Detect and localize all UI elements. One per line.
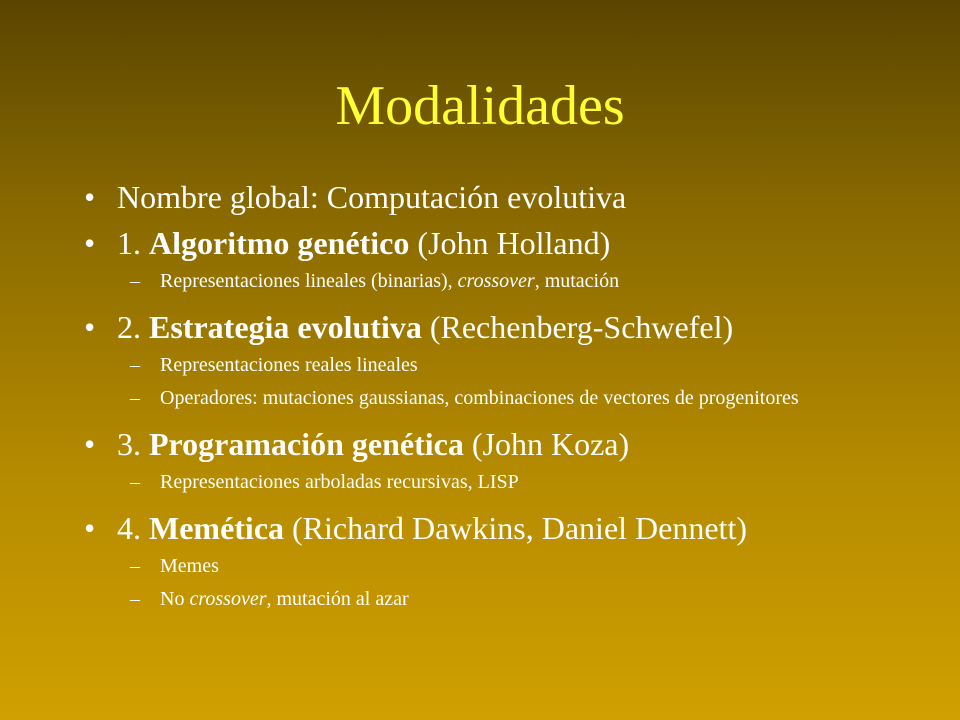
sub-text-post: , mutación [534, 270, 620, 292]
bullet-bold-term: Programación genética [149, 426, 464, 462]
sub-marker: – [130, 471, 140, 493]
bullet-suffix: (Rechenberg-Schwefel) [421, 309, 734, 345]
bullet-bold-term: Estrategia evolutiva [149, 309, 422, 345]
bullet-suffix: (John Holland) [409, 225, 611, 261]
sub-marker: – [130, 588, 140, 610]
sub-item [84, 554, 904, 578]
bullet-marker: • [84, 309, 96, 345]
bullet-item [84, 424, 904, 464]
bullet-prefix: 1. [117, 225, 149, 261]
sub-text-pre: No [160, 588, 190, 610]
bullet-marker: • [84, 179, 96, 215]
sub-text-post: , mutación al azar [266, 588, 409, 610]
bullet-suffix: (John Koza) [463, 426, 630, 462]
sub-marker: – [130, 354, 140, 376]
bullet-prefix: 2. [117, 309, 149, 345]
sub-text-italic: crossover [457, 270, 535, 292]
sub-item [84, 386, 904, 410]
sub-marker: – [130, 270, 140, 292]
bullet-bold-term: Algoritmo genético [149, 225, 410, 261]
sub-text: Representaciones arboladas recursivas, LISP [160, 471, 519, 493]
bullet-item [84, 307, 904, 347]
sub-marker: – [130, 555, 140, 577]
sub-text-italic: crossover [189, 588, 267, 610]
bullet-suffix: (Richard Dawkins, Daniel Dennett) [284, 510, 747, 546]
sub-text: Operadores: mutaciones gaussianas, combinaciones de vectores de progenitores [160, 387, 799, 409]
bullet-prefix: 4. [117, 510, 149, 546]
bullet-item [84, 223, 904, 263]
bullet-bold-term: Memética [149, 510, 285, 546]
bullet-text: Nombre global: Computación evolutiva [117, 179, 627, 215]
sub-item [84, 587, 904, 611]
bullet-item [84, 508, 904, 548]
bullet-marker: • [84, 426, 96, 462]
bullet-marker: • [84, 225, 96, 261]
sub-item [84, 269, 904, 293]
sub-marker: – [130, 387, 140, 409]
bullet-item [84, 177, 904, 217]
sub-item [84, 470, 904, 494]
sub-text: Memes [160, 555, 219, 577]
bullet-prefix: 3. [117, 426, 149, 462]
sub-item [84, 353, 904, 377]
sub-text-pre: Representaciones lineales (binarias), [160, 270, 458, 292]
sub-text: Representaciones reales lineales [160, 354, 418, 376]
bullet-marker: • [84, 510, 96, 546]
slide-title: Modalidades [335, 75, 625, 137]
bullet-list [84, 177, 904, 620]
